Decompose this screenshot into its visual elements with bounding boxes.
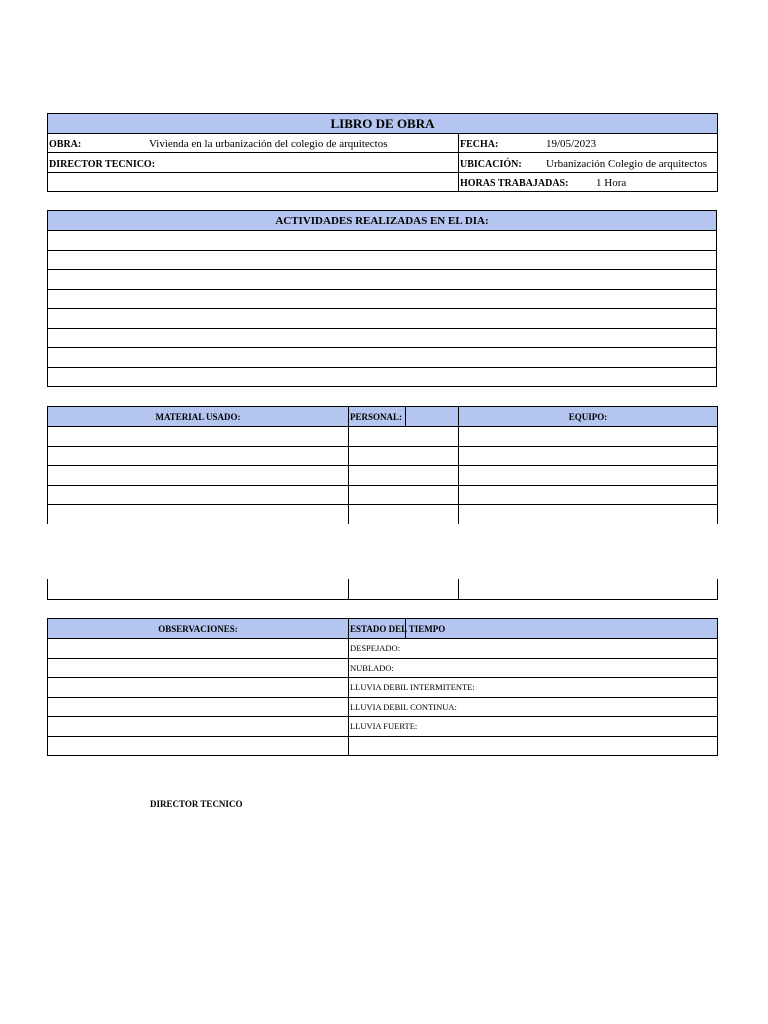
equipo-cell[interactable] [459,427,718,447]
observacion-cell[interactable] [48,717,349,737]
horas-label: HORAS TRABAJADAS: [460,178,569,189]
equipo-cell[interactable] [459,505,718,524]
observacion-cell[interactable] [48,697,349,717]
estado-header [349,619,446,639]
material-cell[interactable] [48,579,349,599]
recursos-table [47,406,718,524]
horas-value: 1 Hora [596,177,627,189]
personal-cell[interactable] [349,466,459,486]
recursos-table-continued [47,579,718,600]
personal-cell[interactable] [349,485,459,505]
obra-cell [48,134,459,153]
ubicacion-cell [459,153,718,173]
equipo-header: EQUIPO: [459,407,718,427]
equipo-cell[interactable] [459,485,718,505]
observaciones-table [47,618,718,756]
libro-title: LIBRO DE OBRA [48,114,718,134]
empty-cell [48,173,459,192]
material-cell[interactable] [48,505,349,524]
personal-cell[interactable] [349,505,459,524]
weather-despejado[interactable]: DESPEJADO: [349,639,718,659]
equipo-cell[interactable] [459,466,718,486]
actividad-row[interactable] [48,270,717,290]
material-cell[interactable] [48,446,349,466]
weather-nublado[interactable]: NUBLADO: [349,658,718,678]
fecha-cell [459,134,718,153]
fecha-value: 19/05/2023 [546,138,597,150]
libro-de-obra-table [47,113,718,192]
estado-header-extra [406,619,718,639]
personal-cell[interactable] [349,579,459,599]
director-cell [48,153,459,173]
material-cell[interactable] [48,466,349,486]
equipo-cell[interactable] [459,446,718,466]
actividad-row[interactable] [48,348,717,368]
personal-header-extra [406,407,459,427]
obra-label: OBRA: [49,139,82,150]
personal-cell[interactable] [349,446,459,466]
estado-label: ESTADO DEL TIEMPO [350,623,446,634]
material-cell[interactable] [48,485,349,505]
actividad-row[interactable] [48,367,717,387]
equipo-cell[interactable] [459,579,718,599]
personal-header: PERSONAL: [349,407,406,427]
ubicacion-label: UBICACIÓN: [460,158,522,170]
actividad-row[interactable] [48,328,717,348]
observaciones-header: OBSERVACIONES: [48,619,349,639]
actividades-title: ACTIVIDADES REALIZADAS EN EL DIA: [48,211,717,231]
ubicacion-value: Urbanización Colegio de arquitectos [546,157,707,170]
weather-empty[interactable] [349,736,718,755]
observacion-cell[interactable] [48,678,349,698]
weather-lluvia-fuerte[interactable]: LLUVIA FUERTE: [349,717,718,737]
actividad-row[interactable] [48,231,717,251]
actividad-row[interactable] [48,289,717,309]
horas-cell [459,173,718,192]
fecha-label: FECHA: [460,139,499,150]
observacion-cell[interactable] [48,736,349,755]
weather-lluvia-continua[interactable]: LLUVIA DEBIL CONTINUA: [349,697,718,717]
actividad-row[interactable] [48,250,717,270]
weather-lluvia-intermitente[interactable]: LLUVIA DEBIL INTERMITENTE: [349,678,718,698]
obra-value: Vivienda en la urbanización del colegio de arquitectos [149,138,388,150]
actividades-table [47,210,717,387]
footer-director-label: DIRECTOR TECNICO [150,799,243,809]
observacion-cell[interactable] [48,658,349,678]
material-cell[interactable] [48,427,349,447]
director-label: DIRECTOR TECNICO: [49,158,156,170]
personal-cell[interactable] [349,427,459,447]
actividad-row[interactable] [48,309,717,329]
material-header: MATERIAL USADO: [48,407,349,427]
observacion-cell[interactable] [48,639,349,659]
